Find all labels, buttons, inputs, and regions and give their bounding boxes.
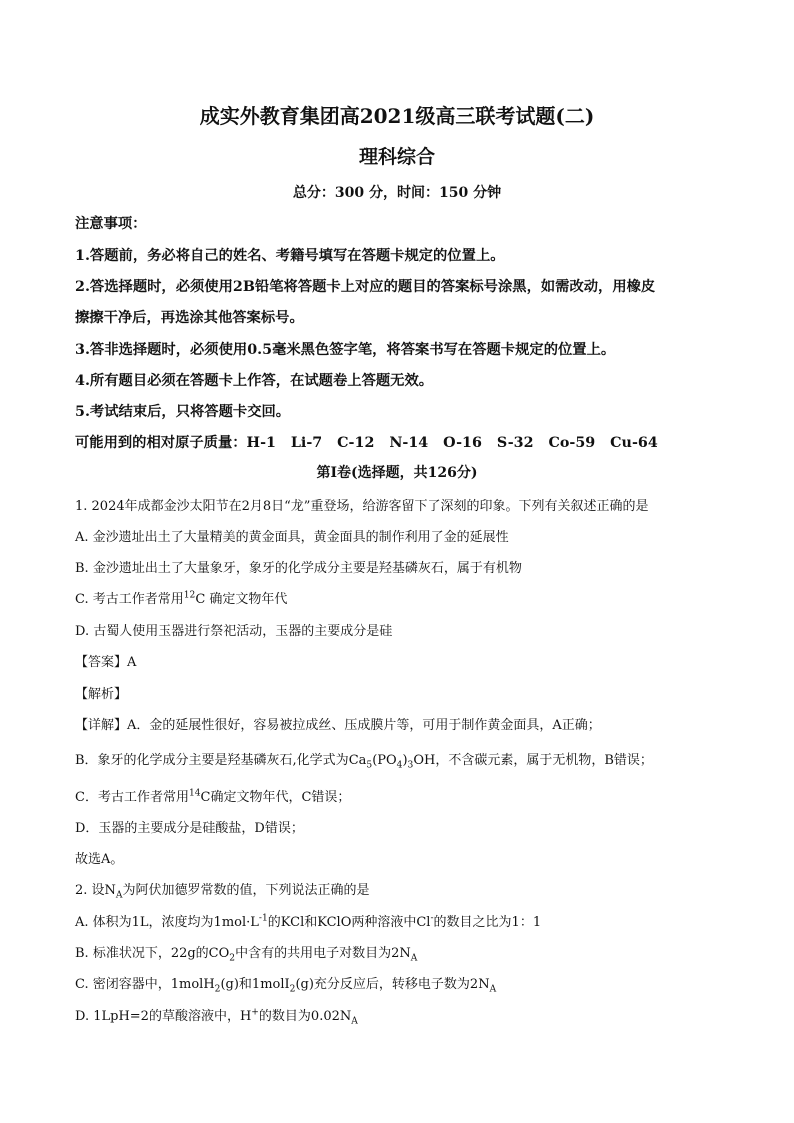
q1-detail-c-post: C确定文物年代，C错误； xyxy=(200,790,351,805)
q2-d-sup: + xyxy=(251,1007,259,1018)
exam-title: 成实外教育集团高2021级高三联考试题(二) xyxy=(199,104,595,128)
notice-item-2a: 2.答选择题时，必须使用2B铅笔将答题卡上对应的题目的答案标号涂黑，如需改动，用橡皮 xyxy=(75,279,656,295)
q2-d-sub: A xyxy=(351,1016,358,1027)
section-title: 第I卷(选择题，共126分) xyxy=(316,465,478,481)
q2-b-sub: 2 xyxy=(229,953,236,964)
q1-detail-b-post: ，不含碳元素，属于无机物，B错误； xyxy=(435,753,653,768)
notice-item-2b: 擦擦干净后，再选涂其他答案标号。 xyxy=(75,310,304,326)
q1-option-c-pre: C. 考古工作者常用 xyxy=(75,592,184,607)
q2-stem-post: 为阿伏加德罗常数的值，下列说法正确的是 xyxy=(122,883,370,898)
q1-option-c xyxy=(75,588,287,607)
q2-c-mid2: (g)充分反应后，转移电子数为2N xyxy=(295,977,490,992)
notice-item-3: 3.答非选择题时，必须使用0.5毫米黑色签字笔，将答案书写在答题卡规定的位置上。 xyxy=(75,342,616,358)
notice-heading: 注意事项： xyxy=(75,216,147,232)
q1-answer: 【答案】A xyxy=(75,655,137,670)
q1-option-c-isotope: 12 xyxy=(183,590,196,601)
q1-stem: 1. 2024年成都金沙太阳节在2月8日“龙”重登场，给游客留下了深刻的印象。下列有关叙述正确的是 xyxy=(75,499,649,514)
q2-c-sub: 2 xyxy=(214,984,221,995)
q1-conclusion: 故选A。 xyxy=(75,852,124,867)
subject-title: 理科综合 xyxy=(358,146,435,168)
atomic-masses: 可能用到的相对原子质量：H-1 Li-7 C-12 N-14 O-16 S-32 Co-59 Cu-64 xyxy=(75,435,658,451)
q2-c-pre: C. 密闭容器中，1molH xyxy=(75,977,215,992)
q1-detail-c-isotope: 14 xyxy=(188,788,201,799)
q1-analysis-label: 【解析】 xyxy=(75,687,128,702)
q2-d-pre: D. 1LpH=2的草酸溶液中，H xyxy=(75,1009,252,1024)
q2-stem-pre: 2. 设N xyxy=(75,883,116,898)
q2-a-pre: A. 体积为1L，浓度均为1mol·L xyxy=(75,915,259,930)
q2-b-sub2: A xyxy=(410,953,418,964)
q1-detail-b xyxy=(75,749,653,771)
q2-c-sub3: A xyxy=(489,984,497,995)
notice-item-5: 5.考试结束后，只将答题卡交回。 xyxy=(75,404,291,420)
q2-c-mid: (g)和1molI xyxy=(220,977,290,992)
q1-option-b: B. 金沙遗址出土了大量象牙，象牙的化学成分主要是羟基磷灰石，属于有机物 xyxy=(75,561,522,576)
exam-meta: 总分：300 分，时间：150 分钟 xyxy=(292,185,502,201)
q2-d-mid: 的数目为0.02N xyxy=(258,1009,352,1024)
q2-c-sub2: 2 xyxy=(289,984,296,995)
q1-detail-c xyxy=(75,786,350,805)
q2-a-sup2: - xyxy=(430,913,434,924)
q2-stem xyxy=(75,879,370,901)
q2-stem-sub: A xyxy=(115,890,123,901)
q1-option-d: D. 古蜀人使用玉器进行祭祀活动，玉器的主要成分是硅 xyxy=(75,624,393,639)
q1-detail-c-pre: C．考古工作者常用 xyxy=(75,790,189,805)
notice-item-1: 1.答题前，务必将自己的姓名、考籍号填写在答题卡规定的位置上。 xyxy=(75,248,505,264)
q2-option-d xyxy=(75,1005,358,1027)
q2-b-mid: 中含有的共用电子对数目为2N xyxy=(235,946,411,961)
q2-option-b xyxy=(75,942,418,964)
q2-a-sup: -1 xyxy=(258,913,268,924)
q2-option-a xyxy=(75,911,541,930)
q1-detail-b-pre: B．象牙的化学成分主要是羟基磷灰石,化学式为 xyxy=(75,753,349,768)
q2-option-c xyxy=(75,973,497,995)
q2-a-post: 的数目之比为1：1 xyxy=(433,915,542,930)
q1-detail-a: 【详解】A．金的延展性很好，容易被拉成丝、压成膜片等，可用于制作黄金面具，A正确； xyxy=(75,718,601,733)
q1-detail-d: D．玉器的主要成分是硅酸盐，D错误； xyxy=(75,821,304,836)
q2-b-pre: B. 标准状况下，22g的CO xyxy=(75,946,230,961)
q2-a-mid: 的KCl和KClO两种溶液中Cl xyxy=(267,915,431,930)
q1-option-c-post: C 确定文物年代 xyxy=(195,592,288,607)
notice-item-4: 4.所有题目必须在答题卡上作答，在试题卷上答题无效。 xyxy=(75,373,434,389)
hydroxyapatite-formula: $Ca_5(PO_4)_3OH$ xyxy=(348,753,436,771)
q1-option-a: A. 金沙遗址出土了大量精美的黄金面具，黄金面具的制作利用了金的延展性 xyxy=(75,530,509,545)
